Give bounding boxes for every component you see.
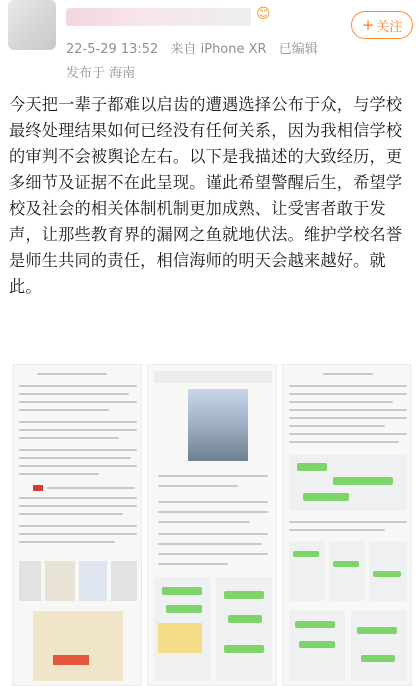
profile-photo-blurred: [188, 389, 248, 461]
inner-chat-screenshot: [351, 611, 407, 681]
inner-screenshot: [33, 611, 123, 681]
image-thumbnail-3[interactable]: [282, 364, 412, 686]
post-location: 发布于 海南: [66, 66, 136, 81]
inner-chat-screenshot: [329, 541, 365, 601]
post-header: [0, 0, 420, 84]
username-blurred[interactable]: [66, 8, 251, 26]
chat-bubble: [333, 561, 359, 567]
post-device: 来自 iPhone XR: [170, 42, 267, 57]
chat-bubble: [228, 615, 262, 623]
follow-button[interactable]: [351, 11, 413, 39]
chat-bubble: [224, 591, 264, 599]
image-thumbnail-1[interactable]: [12, 364, 142, 686]
doc-line: [37, 373, 107, 375]
inner-screenshot: [111, 561, 137, 601]
doc-line: [158, 533, 268, 535]
doc-line: [289, 441, 399, 443]
status-bar: [154, 371, 272, 383]
chat-bubble: [224, 645, 264, 653]
doc-line: [19, 401, 137, 403]
doc-line: [158, 501, 268, 503]
doc-line: [289, 385, 407, 387]
chat-bubble: [297, 463, 327, 471]
doc-line: [19, 437, 119, 439]
post-date: 22-5-29 13:52: [66, 42, 159, 57]
doc-line: [19, 473, 99, 475]
image-thumbnail-2[interactable]: [147, 364, 277, 686]
redaction-mark: [33, 485, 43, 491]
doc-line: [289, 433, 407, 435]
doc-line: [19, 505, 137, 507]
post-text: 今天把一辈子都难以启齿的遭遇选择公布于众，与学校最终处理结果如何已经没有任何关系，因为我相信学校的审判不会被舆论左右。以下是我描述的大致经历，更多细节及证据不在此呈现。谨此希望警醒后生，希望学校及社会的相关体制机制更加成熟、让受害者敢于发声，让那些教育界的漏网之鱼就地伏法。维护学校名誉是师生共同的责任，相信海师的明天会越来越好。就此。: [9, 95, 403, 296]
doc-line: [289, 393, 407, 395]
highlight-mark: [53, 655, 89, 665]
chat-bubble: [303, 493, 349, 501]
doc-line: [19, 497, 137, 499]
chat-bubble: [357, 627, 397, 634]
doc-line: [289, 521, 407, 523]
doc-line: [289, 529, 385, 531]
doc-line: [19, 525, 137, 527]
doc-line: [47, 487, 135, 489]
chat-image: [158, 623, 202, 653]
doc-line: [19, 457, 131, 459]
doc-line: [289, 425, 385, 427]
avatar[interactable]: [8, 0, 56, 50]
doc-line: [19, 385, 137, 387]
doc-line: [19, 513, 123, 515]
doc-line: [19, 533, 137, 535]
doc-line: [158, 563, 228, 565]
doc-line: [158, 521, 250, 523]
post-meta: [66, 38, 326, 57]
doc-line: [158, 553, 268, 555]
image-grid: [12, 364, 412, 686]
chat-bubble: [333, 477, 393, 485]
inner-screenshot: [45, 561, 75, 601]
chat-bubble: [293, 551, 319, 557]
doc-line: [289, 401, 393, 403]
doc-line: [323, 373, 373, 375]
chat-bubble: [166, 605, 202, 613]
doc-line: [289, 417, 407, 419]
doc-line: [19, 541, 115, 543]
edited-label[interactable]: 已编辑: [278, 42, 318, 57]
chat-bubble: [162, 587, 202, 595]
follow-label: 关注: [376, 19, 403, 35]
doc-line: [19, 465, 137, 467]
inner-screenshot: [19, 561, 41, 601]
doc-line: [19, 421, 137, 423]
doc-line: [158, 475, 268, 477]
doc-line: [19, 409, 109, 411]
doc-line: [19, 449, 137, 451]
doc-line: [289, 409, 407, 411]
chat-bubble: [373, 571, 401, 577]
chat-bubble: [299, 641, 335, 648]
doc-line: [158, 485, 238, 487]
plus-icon: +: [361, 16, 375, 34]
inner-screenshot: [79, 561, 107, 601]
inner-chat-screenshot: [289, 541, 325, 601]
chat-bubble: [361, 655, 395, 662]
doc-line: [19, 429, 137, 431]
chat-bubble: [295, 621, 335, 628]
doc-line: [19, 393, 129, 395]
doc-line: [158, 511, 268, 513]
name-emoji: 😊: [256, 6, 271, 22]
doc-line: [158, 543, 262, 545]
